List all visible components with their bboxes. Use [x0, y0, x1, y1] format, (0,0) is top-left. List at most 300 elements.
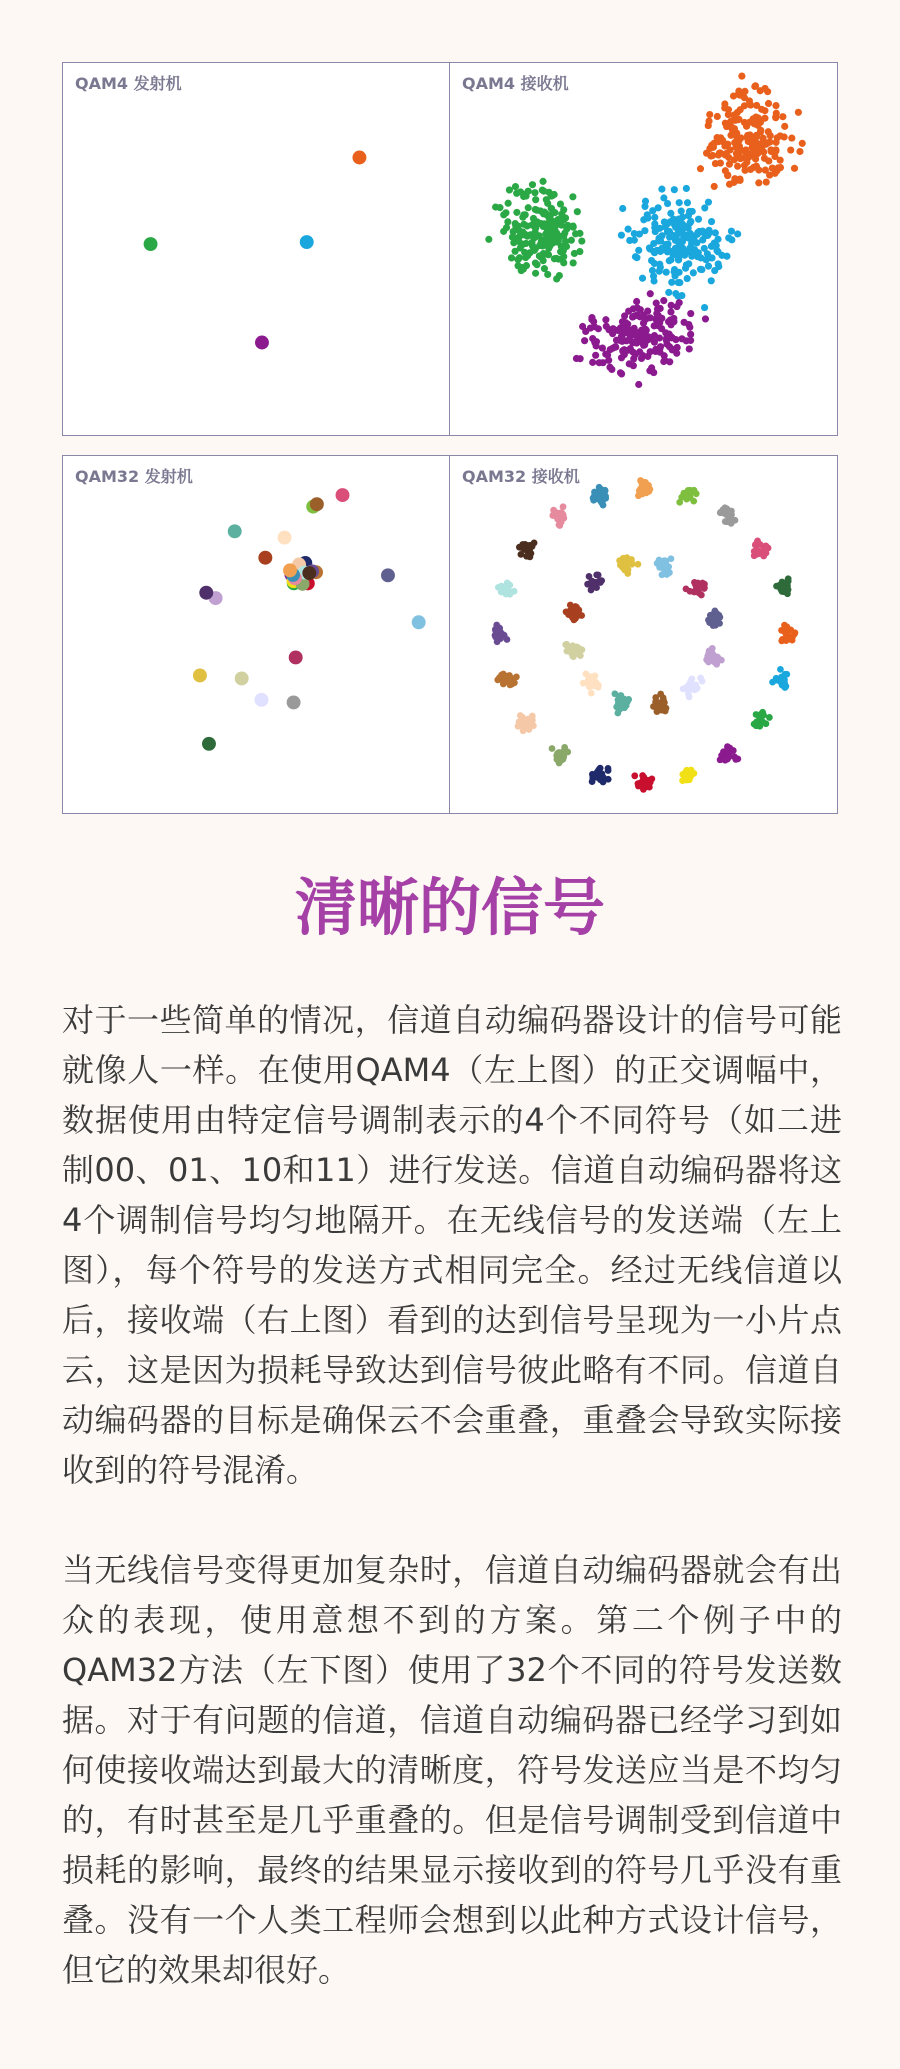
- received-point: [658, 325, 665, 332]
- received-point: [551, 191, 558, 198]
- received-point: [757, 87, 764, 94]
- received-point: [500, 228, 507, 235]
- received-point: [512, 183, 519, 190]
- received-point: [709, 650, 716, 657]
- received-point: [676, 279, 683, 286]
- received-point: [587, 580, 594, 587]
- received-point: [592, 352, 599, 359]
- received-point: [685, 690, 692, 697]
- received-point: [530, 244, 537, 251]
- received-point: [516, 254, 523, 261]
- received-point: [520, 221, 527, 228]
- received-point: [741, 88, 748, 95]
- received-point: [588, 690, 595, 697]
- received-point: [545, 219, 552, 226]
- symbol-point: [381, 568, 395, 582]
- received-point: [796, 148, 803, 155]
- received-point: [667, 308, 674, 315]
- received-point: [532, 259, 539, 266]
- received-point: [600, 774, 607, 781]
- received-point: [529, 181, 536, 188]
- received-point: [642, 198, 649, 205]
- received-point: [686, 324, 693, 331]
- received-point: [557, 200, 564, 207]
- received-point: [631, 237, 638, 244]
- received-point: [597, 579, 604, 586]
- received-point: [668, 279, 675, 286]
- received-point: [688, 253, 695, 260]
- received-point: [766, 714, 773, 721]
- received-point: [711, 183, 718, 190]
- received-point: [754, 148, 761, 155]
- received-point: [639, 275, 646, 282]
- received-point: [686, 345, 693, 352]
- received-point: [676, 269, 683, 276]
- received-point: [512, 248, 519, 255]
- received-point: [549, 745, 556, 752]
- received-point: [777, 157, 784, 164]
- received-point: [765, 157, 772, 164]
- received-point: [658, 186, 665, 193]
- received-point: [781, 622, 788, 629]
- received-point: [661, 218, 668, 225]
- received-point: [684, 199, 691, 206]
- received-point: [633, 340, 640, 347]
- received-point: [602, 487, 609, 494]
- received-point: [697, 674, 704, 681]
- received-point: [679, 238, 686, 245]
- received-point: [668, 555, 675, 562]
- received-point: [713, 661, 720, 668]
- received-point: [521, 191, 528, 198]
- received-point: [579, 323, 586, 330]
- received-point: [751, 548, 758, 555]
- received-point: [500, 681, 507, 688]
- received-point: [640, 216, 647, 223]
- received-point: [712, 229, 719, 236]
- received-point: [758, 106, 765, 113]
- received-point: [687, 588, 694, 595]
- received-point: [651, 260, 658, 267]
- received-point: [619, 205, 626, 212]
- received-point: [493, 622, 500, 629]
- received-point: [659, 571, 666, 578]
- received-point: [728, 520, 735, 527]
- received-point: [618, 333, 625, 340]
- received-point: [559, 510, 566, 517]
- received-point: [731, 175, 738, 182]
- received-point: [532, 196, 539, 203]
- received-point: [557, 749, 564, 756]
- received-point: [539, 178, 546, 185]
- symbol-point: [255, 693, 269, 707]
- received-point: [717, 159, 724, 166]
- symbol-point: [278, 531, 292, 545]
- received-point: [705, 263, 712, 270]
- panel-qam32-receiver: [449, 455, 838, 814]
- received-point: [682, 265, 689, 272]
- received-point: [779, 113, 786, 120]
- received-point: [575, 645, 582, 652]
- received-point: [702, 315, 709, 322]
- received-point: [727, 118, 734, 125]
- received-point: [521, 231, 528, 238]
- received-point: [688, 767, 695, 774]
- received-point: [560, 503, 567, 510]
- received-point: [596, 359, 603, 366]
- received-point: [765, 100, 772, 107]
- received-point: [581, 337, 588, 344]
- received-point: [729, 126, 736, 133]
- received-point: [603, 323, 610, 330]
- received-point: [589, 359, 596, 366]
- received-point: [695, 216, 702, 223]
- received-point: [630, 305, 637, 312]
- received-point: [680, 686, 687, 693]
- received-point: [517, 712, 524, 719]
- received-point: [593, 571, 600, 578]
- received-point: [639, 491, 646, 498]
- received-point: [762, 141, 769, 148]
- received-point: [576, 230, 583, 237]
- received-point: [594, 491, 601, 498]
- received-point: [544, 271, 551, 278]
- received-point: [556, 272, 563, 279]
- received-point: [602, 316, 609, 323]
- received-point: [619, 702, 626, 709]
- received-point: [696, 228, 703, 235]
- received-point: [617, 369, 624, 376]
- received-point: [706, 111, 713, 118]
- received-point: [513, 209, 520, 216]
- received-point: [680, 248, 687, 255]
- received-point: [692, 683, 699, 690]
- received-point: [631, 772, 638, 779]
- symbol-point: [255, 336, 269, 350]
- received-point: [757, 713, 764, 720]
- received-point: [788, 135, 795, 142]
- received-point: [670, 318, 677, 325]
- received-point: [553, 513, 560, 520]
- received-point: [763, 178, 770, 185]
- received-point: [571, 617, 578, 624]
- qam32-transmitter-plot: [63, 456, 449, 813]
- received-point: [746, 97, 753, 104]
- received-point: [714, 236, 721, 243]
- received-point: [618, 232, 625, 239]
- received-point: [622, 319, 629, 326]
- received-point: [671, 186, 678, 193]
- received-point: [503, 588, 510, 595]
- symbol-point: [336, 488, 350, 502]
- symbol-point: [202, 737, 216, 751]
- received-point: [734, 230, 741, 237]
- received-point: [755, 114, 762, 121]
- received-point: [500, 211, 507, 218]
- received-point: [523, 553, 530, 560]
- received-point: [690, 488, 697, 495]
- received-point: [717, 756, 724, 763]
- symbol-point: [258, 551, 272, 565]
- received-point: [625, 226, 632, 233]
- received-point: [494, 676, 501, 683]
- received-point: [674, 293, 681, 300]
- received-point: [703, 150, 710, 157]
- panel-title: QAM32 接收机: [462, 467, 580, 486]
- symbol-point: [300, 235, 314, 249]
- received-point: [772, 102, 779, 109]
- received-point: [506, 186, 513, 193]
- received-point: [531, 223, 538, 230]
- symbol-point: [193, 669, 207, 683]
- received-point: [774, 134, 781, 141]
- received-point: [728, 228, 735, 235]
- received-point: [567, 602, 574, 609]
- received-point: [656, 557, 663, 564]
- received-point: [578, 237, 585, 244]
- received-point: [538, 238, 545, 245]
- qam4-receiver-plot: [450, 63, 837, 435]
- received-point: [632, 253, 639, 260]
- received-point: [791, 165, 798, 172]
- received-point: [569, 193, 576, 200]
- received-point: [772, 147, 779, 154]
- constellation-figure: [62, 62, 838, 814]
- panel-title: QAM32 发射机: [75, 467, 193, 486]
- received-point: [715, 260, 722, 267]
- symbol-point: [289, 651, 303, 665]
- received-point: [705, 118, 712, 125]
- received-point: [531, 189, 538, 196]
- received-point: [577, 355, 584, 362]
- body-paragraph-1: 对于一些简单的情况，信道自动编码器设计的信号可能就像人一样。在使用QAM4（左上图）的正交调幅中，数据使用由特定信号调制表示的4个不同符号（如二进制00、01、10和11）进行发送。信道自动编码器将这4个调制信号均匀地隔开。在无线信号的发送端（左上图），每个符号的发送方式相同完全。经过无线信道以后，接收端（右上图）看到的达到信号呈现为一小片点云，这是因为损耗导致达到信号彼此略有不同。信道自动编码器的目标是确保云不会重叠，重叠会导致实际接收到的符号混淆。: [62, 1001, 842, 1489]
- received-point: [660, 694, 667, 701]
- received-point: [590, 318, 597, 325]
- received-point: [638, 355, 645, 362]
- received-point: [708, 218, 715, 225]
- received-point: [698, 266, 705, 273]
- received-point: [647, 290, 654, 297]
- received-point: [690, 269, 697, 276]
- received-point: [598, 499, 605, 506]
- received-point: [782, 671, 789, 678]
- received-point: [540, 257, 547, 264]
- received-point: [604, 351, 611, 358]
- received-point: [625, 556, 632, 563]
- received-point: [659, 700, 666, 707]
- received-point: [575, 607, 582, 614]
- received-point: [518, 267, 525, 274]
- received-point: [666, 257, 673, 264]
- received-point: [775, 164, 782, 171]
- received-point: [526, 546, 533, 553]
- received-point: [649, 267, 656, 274]
- received-point: [664, 200, 671, 207]
- received-point: [574, 208, 581, 215]
- received-point: [712, 607, 719, 614]
- received-point: [665, 289, 672, 296]
- received-point: [540, 250, 547, 257]
- received-point: [763, 544, 770, 551]
- received-point: [651, 224, 658, 231]
- received-point: [712, 622, 719, 629]
- received-point: [687, 219, 694, 226]
- received-point: [676, 299, 683, 306]
- received-point: [689, 208, 696, 215]
- received-point: [599, 344, 606, 351]
- received-point: [646, 245, 653, 252]
- received-point: [655, 204, 662, 211]
- received-point: [714, 248, 721, 255]
- received-point: [656, 268, 663, 275]
- body-paragraph-2: 当无线信号变得更加复杂时，信道自动编码器就会有出众的表现，使用意想不到的方案。第二个例子中的QAM32方法（左下图）使用了32个不同的符号发送数据。对于有问题的信道，信道自动编码器已经学习到如何使接收端达到最大的清晰度，符号发送应当是不均匀的，有时甚至是几乎重叠的。但是信号调制受到信道中损耗的影响，最终的结果显示接收到的符号几乎没有重叠。没有一个人类工程师会想到以此种方式设计信号，但它的效果却很好。: [62, 1551, 842, 1989]
- received-point: [532, 270, 539, 277]
- received-point: [508, 254, 515, 261]
- received-point: [679, 214, 686, 221]
- received-point: [525, 204, 532, 211]
- received-point: [590, 497, 597, 504]
- received-point: [640, 774, 647, 781]
- received-point: [626, 360, 633, 367]
- received-point: [564, 222, 571, 229]
- received-point: [507, 682, 514, 689]
- received-point: [492, 203, 499, 210]
- received-point: [703, 656, 710, 663]
- received-point: [570, 259, 577, 266]
- received-point: [781, 123, 788, 130]
- received-point: [693, 585, 700, 592]
- symbol-point: [412, 615, 426, 629]
- received-point: [624, 570, 631, 577]
- received-point: [728, 236, 735, 243]
- received-point: [492, 634, 499, 641]
- symbol-point: [352, 151, 366, 165]
- received-point: [799, 140, 806, 147]
- received-point: [789, 637, 796, 644]
- received-point: [708, 277, 715, 284]
- received-point: [683, 337, 690, 344]
- symbol-point: [228, 524, 242, 538]
- received-point: [660, 297, 667, 304]
- received-point: [606, 364, 613, 371]
- received-point: [530, 215, 537, 222]
- received-point: [661, 352, 668, 359]
- received-point: [636, 313, 643, 320]
- received-point: [571, 250, 578, 257]
- received-point: [738, 73, 745, 80]
- received-point: [657, 305, 664, 312]
- received-point: [530, 722, 537, 729]
- received-point: [663, 269, 670, 276]
- received-point: [646, 367, 653, 374]
- received-point: [755, 179, 762, 186]
- symbol-point: [199, 586, 213, 600]
- received-point: [520, 727, 527, 734]
- received-point: [561, 230, 568, 237]
- received-point: [589, 778, 596, 785]
- received-point: [676, 199, 683, 206]
- received-point: [512, 220, 519, 227]
- received-point: [697, 254, 704, 261]
- received-point: [723, 749, 730, 756]
- symbol-point: [302, 566, 316, 580]
- panel-title: QAM4 发射机: [75, 74, 182, 93]
- qam4-transmitter-plot: [63, 63, 449, 435]
- received-point: [787, 146, 794, 153]
- qam32-receiver-plot: [450, 456, 837, 813]
- received-point: [678, 208, 685, 215]
- received-point: [633, 330, 640, 337]
- received-point: [704, 232, 711, 239]
- received-point: [605, 767, 612, 774]
- received-point: [708, 142, 715, 149]
- received-point: [625, 347, 632, 354]
- received-point: [709, 616, 716, 623]
- received-point: [676, 499, 683, 506]
- received-point: [697, 165, 704, 172]
- received-point: [612, 343, 619, 350]
- received-point: [726, 512, 733, 519]
- received-point: [705, 199, 712, 206]
- received-point: [635, 381, 642, 388]
- received-point: [543, 212, 550, 219]
- received-point: [767, 132, 774, 139]
- received-point: [640, 320, 647, 327]
- received-point: [610, 326, 617, 333]
- received-point: [708, 254, 715, 261]
- received-point: [687, 310, 694, 317]
- received-point: [558, 519, 565, 526]
- panel-qam4-receiver: [449, 62, 838, 436]
- received-point: [735, 151, 742, 158]
- section-heading: 清晰的信号: [294, 871, 605, 944]
- received-point: [588, 587, 595, 594]
- received-point: [717, 509, 724, 516]
- received-point: [567, 608, 574, 615]
- received-point: [504, 580, 511, 587]
- received-point: [754, 539, 761, 546]
- received-point: [655, 235, 662, 242]
- symbol-point: [283, 563, 297, 577]
- received-point: [725, 154, 732, 161]
- received-point: [726, 181, 733, 188]
- received-point: [520, 211, 527, 218]
- received-point: [730, 747, 737, 754]
- received-point: [591, 339, 598, 346]
- received-point: [523, 262, 530, 269]
- received-point: [666, 358, 673, 365]
- received-point: [617, 562, 624, 569]
- received-point: [708, 243, 715, 250]
- received-point: [513, 190, 520, 197]
- received-point: [741, 162, 748, 169]
- received-point: [732, 144, 739, 151]
- received-point: [540, 188, 547, 195]
- received-point: [687, 494, 694, 501]
- received-point: [761, 115, 768, 122]
- received-point: [758, 719, 765, 726]
- received-point: [724, 141, 731, 148]
- received-point: [565, 645, 572, 652]
- received-point: [533, 207, 540, 214]
- received-point: [683, 185, 690, 192]
- received-point: [689, 675, 696, 682]
- received-point: [690, 235, 697, 242]
- received-point: [505, 200, 512, 207]
- received-point: [651, 214, 658, 221]
- received-point: [684, 275, 691, 282]
- received-point: [587, 674, 594, 681]
